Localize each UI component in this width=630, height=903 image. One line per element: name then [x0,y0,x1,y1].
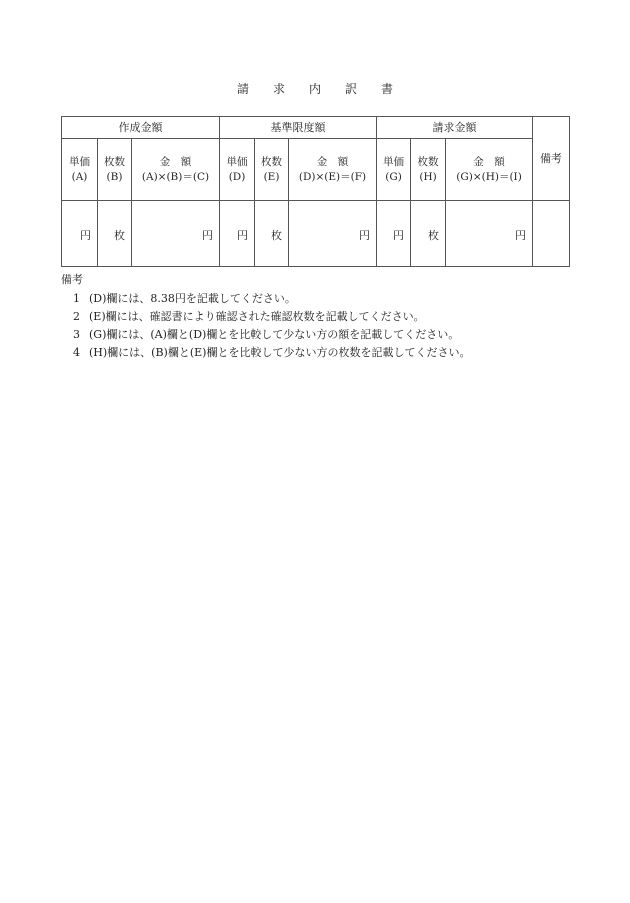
document-title [0,80,630,97]
label: 金 額 [316,155,349,168]
cell-count-h[interactable]: 枚 [411,201,446,267]
col-header-unit-price-d [220,139,255,201]
code: (A) [71,170,88,183]
code: (E) [263,170,280,183]
note-number: 3 [73,328,80,341]
label: 枚数 [417,155,439,168]
col-header-amount-f [289,139,377,201]
label: 金 額 [159,155,192,168]
note-number: 1 [73,292,80,305]
cell-count-e[interactable]: 枚 [255,201,289,267]
code: (B) [106,170,123,183]
note-item [61,308,470,326]
label: 枚数 [261,155,282,168]
note-item [61,326,470,344]
group-header-billing-amount: 請求金額 [377,117,533,139]
code: (G) [385,170,402,183]
note-text: (D)欄には、8.38円を記載してください。 [89,292,296,305]
col-header-amount-i [446,139,533,201]
note-text: (E)欄には、確認書により確認された確認枚数を記載してください。 [89,310,425,323]
code: (H) [419,170,437,183]
remarks-header: 備考 [533,117,570,201]
notes-section [61,271,470,362]
cell-amount-c[interactable]: 円 [132,201,220,267]
col-header-unit-price-a [62,139,98,201]
cell-amount-i[interactable]: 円 [446,201,533,267]
note-item [61,344,470,362]
col-header-unit-price-g [377,139,411,201]
label: 金 額 [473,155,505,168]
col-header-count-h [411,139,446,201]
cell-amount-f[interactable]: 円 [289,201,377,267]
title-char: 書 [381,82,394,96]
formula: (A)×(B)＝(C) [141,170,210,183]
col-header-amount-c [132,139,220,201]
cell-unit-price-a[interactable]: 円 [62,201,98,267]
billing-breakdown-table [61,116,570,267]
note-number: 2 [73,310,80,323]
cell-unit-price-g[interactable]: 円 [377,201,411,267]
note-text: (G)欄には、(A)欄と(D)欄とを比較して少ない方の額を記載してください。 [89,328,460,341]
note-text: (H)欄には、(B)欄と(E)欄とを比較して少ない方の枚数を記載してください。 [89,346,471,359]
note-item [61,290,470,308]
note-number: 4 [73,346,80,359]
label: 枚数 [104,155,125,168]
col-header-count-e [255,139,289,201]
formula: (D)×(E)＝(F) [298,170,367,183]
cell-remarks[interactable] [533,201,570,267]
title-char: 求 [272,82,285,96]
label: 単価 [226,155,248,168]
group-header-created-amount: 作成金額 [62,117,220,139]
code: (D) [228,170,246,183]
cell-count-b[interactable]: 枚 [98,201,132,267]
notes-heading: 備考 [61,273,83,286]
formula: (G)×(H)＝(I) [456,170,522,183]
col-header-count-b [98,139,132,201]
label: 単価 [383,155,405,168]
label: 単価 [69,155,90,168]
title-char: 請 [236,82,249,96]
title-char: 内 [308,82,321,96]
group-header-standard-limit: 基準限度額 [220,117,377,139]
cell-unit-price-d[interactable]: 円 [220,201,255,267]
title-char: 訳 [345,82,358,96]
